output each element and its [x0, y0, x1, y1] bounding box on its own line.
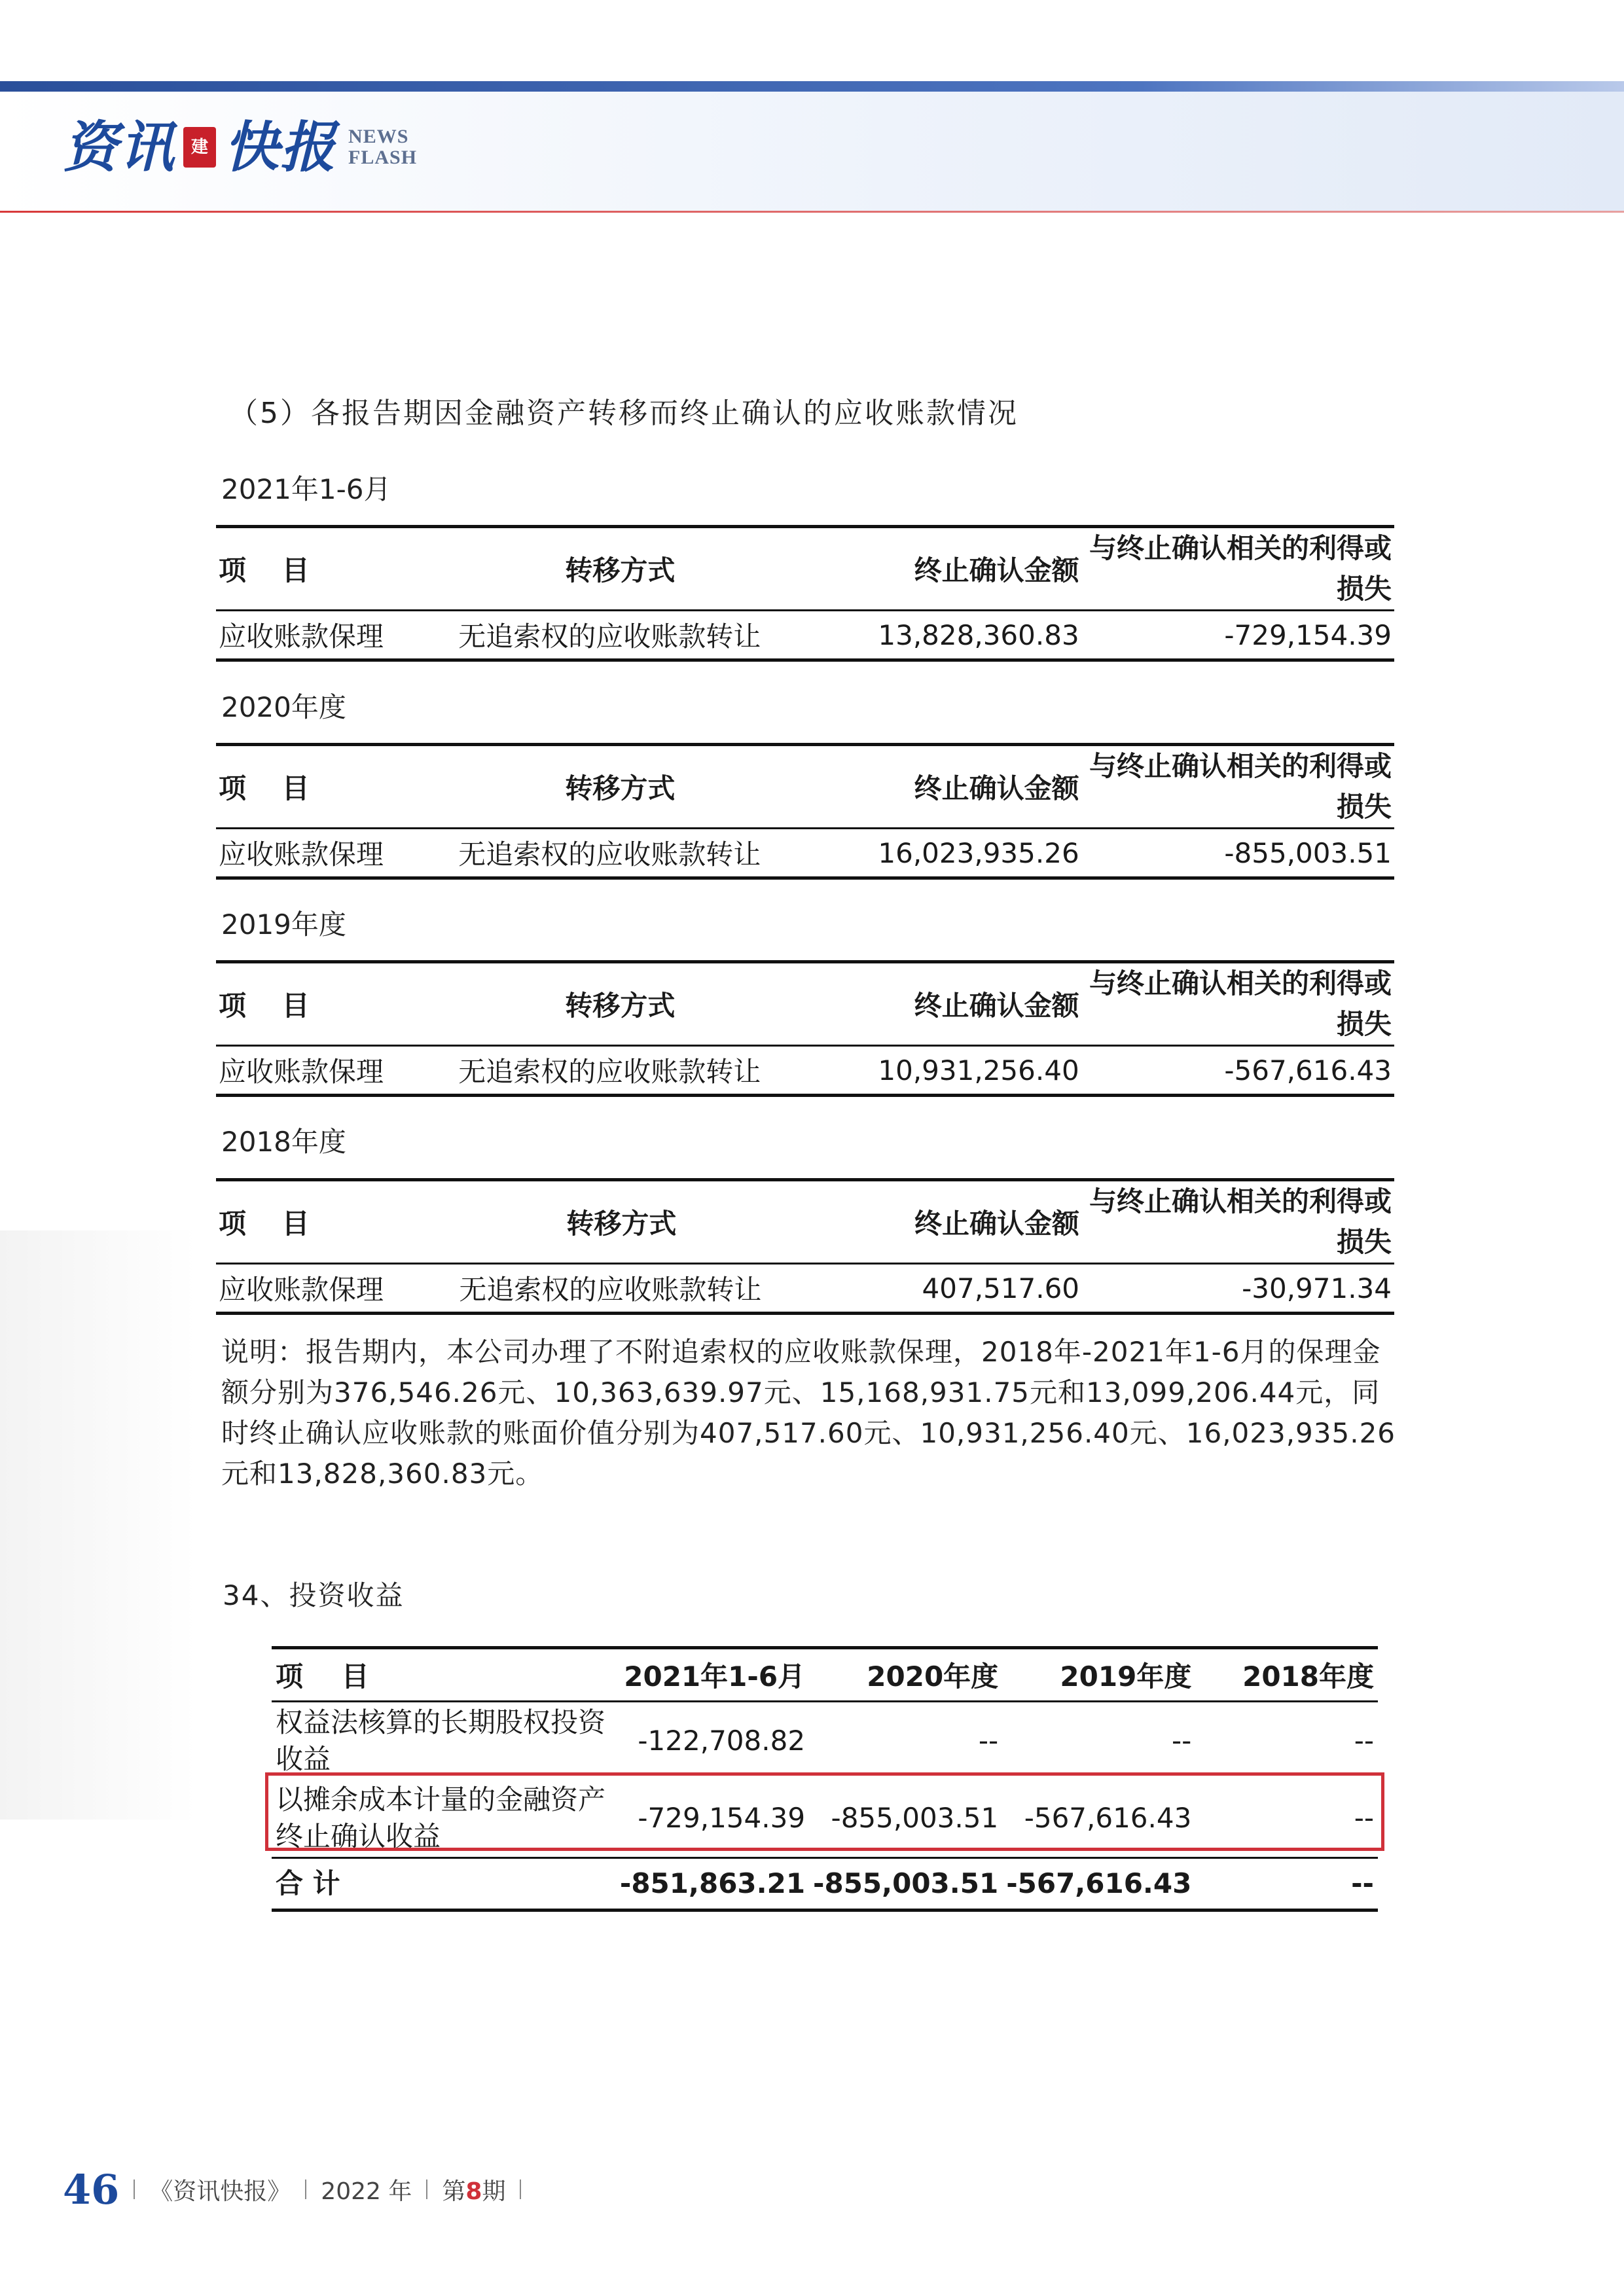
page-number: 46 — [63, 2165, 120, 2214]
header-item: 项 目 — [276, 1660, 384, 1693]
brand-logo — [63, 111, 417, 183]
header-item: 项 目 — [219, 990, 323, 1022]
cell-amount: 16,023,935.26 — [878, 836, 1079, 869]
table-row — [216, 611, 1394, 660]
cell-amount: 10,931,256.40 — [878, 1054, 1079, 1086]
footer-separator — [305, 2179, 306, 2199]
cell-value: -- — [1354, 1725, 1374, 1757]
header-item: 项 目 — [219, 1208, 323, 1240]
period-label: 2021年1-6月 — [221, 473, 391, 505]
cell-value: -- — [1172, 1725, 1192, 1757]
derecognition-table-2018 — [216, 1178, 1394, 1315]
total-value: -851,863.21 — [619, 1867, 806, 1899]
cell-gain-loss: -30,971.34 — [1242, 1272, 1392, 1304]
scan-shadow — [0, 1230, 196, 1820]
issue-prefix: 第 — [442, 2178, 466, 2205]
section-5-title: （5）各报告期因金融资产转移而终止确认的应收账款情况 — [229, 397, 1019, 430]
publication-year: 2022 年 — [321, 2178, 412, 2205]
news-flash-line2: FLASH — [348, 147, 418, 168]
header-amount: 终止确认金额 — [914, 772, 1079, 804]
table-header-row — [216, 745, 1394, 829]
cell-method: 无追索权的应收账款转让 — [458, 620, 761, 653]
cell-gain-loss: -855,003.51 — [1224, 836, 1392, 869]
derecognition-table-2021h1 — [216, 525, 1394, 662]
total-value: -855,003.51 — [813, 1867, 999, 1899]
total-value: -- — [1351, 1867, 1374, 1899]
cell-method: 无追索权的应收账款转让 — [458, 838, 761, 870]
header-item: 项 目 — [219, 772, 323, 804]
cell-value: -- — [1354, 1802, 1374, 1834]
header-method: 转移方式 — [565, 554, 676, 586]
cell-method: 无追索权的应收账款转让 — [458, 1056, 761, 1088]
header-method: 转移方式 — [565, 990, 676, 1022]
issue-suffix: 期 — [482, 2178, 506, 2205]
cell-item: 应收账款保理 — [219, 1056, 384, 1088]
cell-gain-loss: -729,154.39 — [1224, 619, 1392, 651]
header-item: 项 目 — [219, 554, 323, 586]
header-2021h1: 2021年1-6月 — [624, 1660, 806, 1693]
header-amount: 终止确认金额 — [914, 1208, 1080, 1240]
header-2019: 2019年度 — [1060, 1660, 1192, 1693]
cell-item: 权益法核算的长期股权投资收益 — [276, 1706, 606, 1775]
cell-method: 无追索权的应收账款转让 — [459, 1274, 762, 1306]
cell-item: 应收账款保理 — [219, 620, 384, 653]
header-2018: 2018年度 — [1242, 1660, 1374, 1693]
page-footer — [63, 2160, 535, 2219]
total-row — [272, 1858, 1378, 1910]
cell-item: 以摊余成本计量的金融资产终止确认收益 — [276, 1784, 606, 1852]
header-divider — [0, 211, 1624, 213]
cell-gain-loss: -567,616.43 — [1224, 1054, 1392, 1086]
header-gain-loss: 与终止确认相关的利得或损失 — [1089, 967, 1392, 1040]
explanatory-note: 说明：报告期内，本公司办理了不附追索权的应收账款保理，2018年-2021年1-6月的保理金额分别为376,546.26元、10,363,639.97元、15,168,931.75元和13,099,206.44元，同时终止确认应收账款的账面价值分别为407,517.60元、10,931,256.40元、16,023,935.26元和13,828,360.83元。 — [221, 1336, 1396, 1490]
news-flash-label — [348, 126, 417, 168]
footer-separator — [134, 2179, 135, 2199]
cell-item: 应收账款保理 — [219, 838, 384, 870]
cell-value: -122,708.82 — [638, 1725, 806, 1757]
total-label: 合 计 — [276, 1867, 340, 1899]
cell-value: -729,154.39 — [638, 1802, 806, 1834]
table-header-row — [216, 962, 1394, 1046]
brand-text-right: 快报 — [224, 115, 337, 179]
news-flash-line1: NEWS — [348, 126, 409, 147]
brand-seal-char: 建 — [191, 137, 209, 157]
table-row — [216, 829, 1394, 878]
issue-label — [442, 2173, 505, 2206]
period-label: 2018年度 — [221, 1126, 346, 1158]
footer-separator — [520, 2179, 521, 2199]
table-header-row — [216, 1180, 1394, 1264]
brand-seal-icon — [183, 127, 216, 168]
period-label: 2019年度 — [221, 908, 346, 941]
section-34-title: 34、投资收益 — [223, 1579, 405, 1611]
header-top-band — [0, 81, 1624, 92]
header-2020: 2020年度 — [867, 1660, 999, 1693]
header-gain-loss: 与终止确认相关的利得或损失 — [1089, 750, 1392, 823]
period-label: 2020年度 — [221, 691, 346, 723]
cell-value: -855,003.51 — [831, 1802, 999, 1834]
cell-item: 应收账款保理 — [219, 1274, 384, 1306]
brand-text-left: 资讯 — [63, 115, 176, 179]
total-value: -567,616.43 — [1006, 1867, 1192, 1899]
derecognition-table-2020 — [216, 743, 1394, 880]
table-header-row — [272, 1648, 1378, 1702]
derecognition-table-2019 — [216, 960, 1394, 1097]
header-amount: 终止确认金额 — [914, 990, 1079, 1022]
investment-income-table — [272, 1646, 1378, 1912]
table-row — [216, 1264, 1394, 1314]
footer-separator — [426, 2179, 427, 2199]
header-amount: 终止确认金额 — [914, 554, 1079, 586]
cell-value: -- — [978, 1725, 999, 1757]
publication-name: 《资讯快报》 — [149, 2178, 291, 2205]
header-method: 转移方式 — [566, 1208, 677, 1240]
header-gain-loss: 与终止确认相关的利得或损失 — [1089, 532, 1392, 605]
table-row-highlighted — [272, 1780, 1378, 1858]
table-row — [272, 1702, 1378, 1780]
cell-amount: 13,828,360.83 — [878, 619, 1079, 651]
issue-number: 8 — [465, 2178, 482, 2205]
header-gain-loss: 与终止确认相关的利得或损失 — [1089, 1185, 1392, 1258]
cell-value: -567,616.43 — [1024, 1802, 1192, 1834]
table-header-row — [216, 527, 1394, 611]
cell-amount: 407,517.60 — [922, 1272, 1080, 1304]
table-row — [216, 1046, 1394, 1096]
header-method: 转移方式 — [565, 772, 676, 804]
